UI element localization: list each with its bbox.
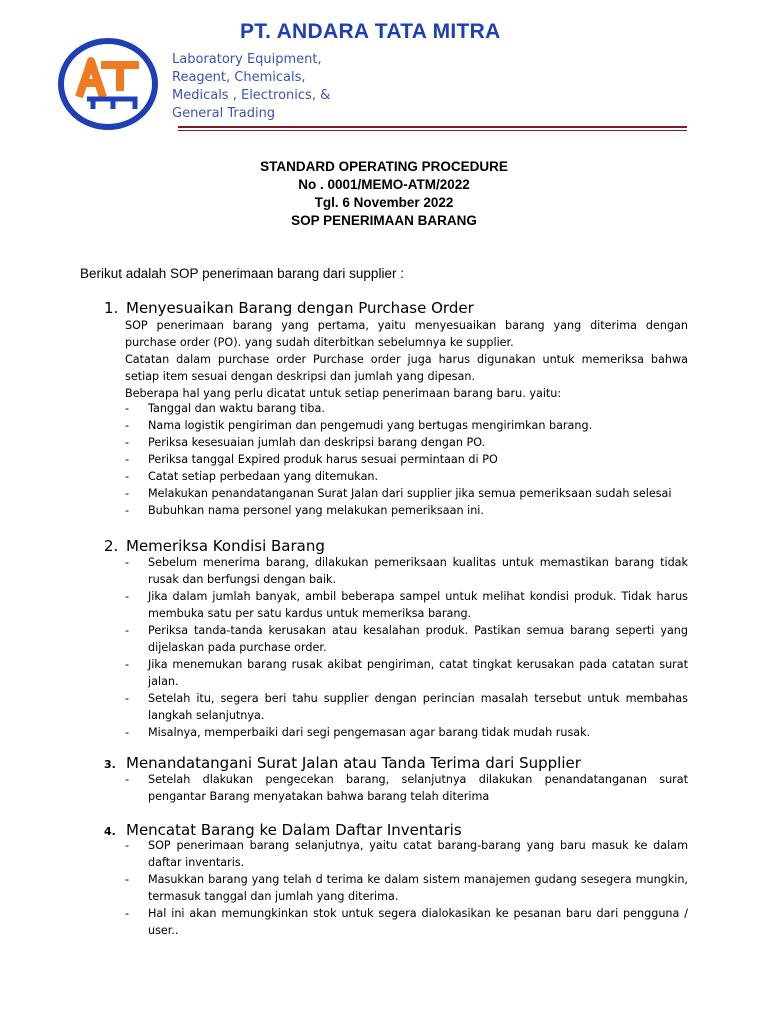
section-number: 3. (104, 758, 116, 771)
section-number: 2. (104, 537, 119, 555)
list-item (125, 502, 688, 519)
list-item (125, 400, 688, 417)
list-item-text: Melakukan penandatanganan Surat Jalan dari supplier jika semua pemeriksaan sudah selesai (148, 487, 672, 500)
list-marker: - (125, 556, 130, 569)
section-heading (104, 754, 581, 772)
checklist (125, 554, 688, 741)
section-heading (104, 299, 474, 317)
paragraph: Beberapa hal yang perlu dicatat untuk setiap penerimaan barang baru. yaitu: (125, 387, 562, 400)
header-divider-thin (178, 130, 687, 131)
list-item (125, 690, 688, 724)
list-item-text: Setelah dlakukan pengecekan barang, selanjutnya dilakukan penandatanganan surat pengantar Barang menyatakan bahwa barang telah diterima (148, 773, 688, 803)
document-number: No . 0001/MEMO-ATM/2022 (298, 177, 470, 192)
list-marker: - (125, 624, 130, 637)
list-item-text: Misalnya, memperbaiki dari segi pengemasan agar barang tidak mudah rusak. (148, 726, 591, 739)
list-item (125, 724, 688, 741)
document-subject: SOP PENERIMAAN BARANG (291, 213, 477, 228)
list-marker: - (125, 658, 130, 671)
list-item (125, 451, 688, 468)
checklist (125, 771, 688, 805)
document-title: STANDARD OPERATING PROCEDURE (260, 159, 508, 174)
list-item (125, 871, 688, 905)
list-item-text: Hal ini akan memungkinkan stok untuk segera dialokasikan ke pesanan baru dari pengguna / user.. (148, 907, 688, 937)
list-marker: - (125, 470, 130, 483)
intro-text: Berikut adalah SOP penerimaan barang dari supplier : (80, 266, 404, 281)
list-item-text: SOP penerimaan barang selanjutnya, yaitu catat barang-barang yang baru masuk ke dalam daftar inventaris. (148, 839, 688, 869)
checklist (125, 400, 688, 519)
list-marker: - (125, 773, 130, 786)
header-divider (178, 126, 687, 128)
company-tagline (172, 51, 330, 123)
list-marker: - (125, 402, 130, 415)
list-item-text: Tanggal dan waktu barang tiba. (148, 402, 325, 415)
list-marker: - (125, 487, 130, 500)
company-name: PT. ANDARA TATA MITRA (240, 20, 501, 43)
list-item (125, 468, 688, 485)
list-marker: - (125, 726, 130, 739)
list-item-text: Bubuhkan nama personel yang melakukan pemeriksaan ini. (148, 504, 484, 517)
list-marker: - (125, 873, 130, 886)
list-marker: - (125, 692, 130, 705)
paragraph: Catatan dalam purchase order Purchase order juga harus digunakan untuk memeriksa bahwa setiap item sesuai dengan deskripsi dan jumlah yang dipesan. (125, 353, 688, 383)
list-item-text: Jika menemukan barang rusak akibat pengiriman, catat tingkat kerusakan pada catatan surat jalan. (148, 658, 688, 688)
list-item (125, 771, 688, 805)
list-item-text: Setelah itu, segera beri tahu supplier dengan perincian masalah tersebut untuk membahas langkah selanjutnya. (148, 692, 688, 722)
list-marker: - (125, 590, 130, 603)
checklist (125, 837, 688, 939)
list-marker: - (125, 504, 130, 517)
section-heading (104, 537, 325, 555)
document-heading (0, 158, 768, 230)
tagline-line: Reagent, Chemicals, (172, 70, 306, 85)
list-item-text: Periksa kesesuaian jumlah dan deskripsi barang dengan PO. (148, 436, 486, 449)
list-item-text: Masukkan barang yang telah d terima ke dalam sistem manajemen gudang sesegera mungkin, termasuk tanggal dan jumlah yang diterima. (148, 873, 688, 903)
section-number: 4. (104, 825, 116, 838)
tagline-line: General Trading (172, 106, 276, 121)
list-marker: - (125, 907, 130, 920)
list-item (125, 905, 688, 939)
list-item-text: Sebelum menerima barang, dilakukan pemeriksaan kualitas untuk memastikan barang tidak rusak dan berfungsi dengan baik. (148, 556, 688, 586)
list-item-text: Periksa tanda-tanda kerusakan atau kesalahan produk. Pastikan semua barang seperti yang dijelaskan pada purchase order. (148, 624, 688, 654)
tagline-line: Medicals , Electronics, & (172, 88, 331, 103)
section-title: Menyesuaikan Barang dengan Purchase Order (126, 299, 474, 317)
list-item (125, 417, 688, 434)
list-item (125, 485, 688, 502)
tagline-line: Laboratory Equipment, (172, 52, 322, 67)
list-item (125, 837, 688, 871)
company-logo (57, 37, 159, 131)
list-item-text: Catat setiap perbedaan yang ditemukan. (148, 470, 379, 483)
paragraph: SOP penerimaan barang yang pertama, yaitu menyesuaikan barang yang diterima dengan purchase order (PO). yang sudah diterbitkan sebelumnya ke supplier. (125, 319, 688, 349)
list-marker: - (125, 419, 130, 432)
section-title: Mencatat Barang ke Dalam Daftar Inventaris (126, 821, 462, 839)
list-item (125, 588, 688, 622)
section-number: 1. (104, 299, 119, 317)
document-date: Tgl. 6 November 2022 (314, 195, 454, 210)
section-title: Menandatangani Surat Jalan atau Tanda Terima dari Supplier (126, 754, 581, 772)
list-item (125, 622, 688, 656)
list-marker: - (125, 839, 130, 852)
list-item-text: Nama logistik pengiriman dan pengemudi yang bertugas mengirimkan barang. (148, 419, 593, 432)
section-title: Memeriksa Kondisi Barang (126, 537, 325, 555)
list-marker: - (125, 436, 130, 449)
list-marker: - (125, 453, 130, 466)
section-paragraphs (125, 317, 688, 402)
list-item (125, 434, 688, 451)
list-item (125, 554, 688, 588)
list-item-text: Periksa tanggal Expired produk harus sesuai permintaan di PO (148, 453, 498, 466)
list-item (125, 656, 688, 690)
list-item-text: Jika dalam jumlah banyak, ambil beberapa sampel untuk melihat kondisi produk. Tidak harus membuka satu per satu kardus untuk memeriksa barang. (148, 590, 688, 620)
